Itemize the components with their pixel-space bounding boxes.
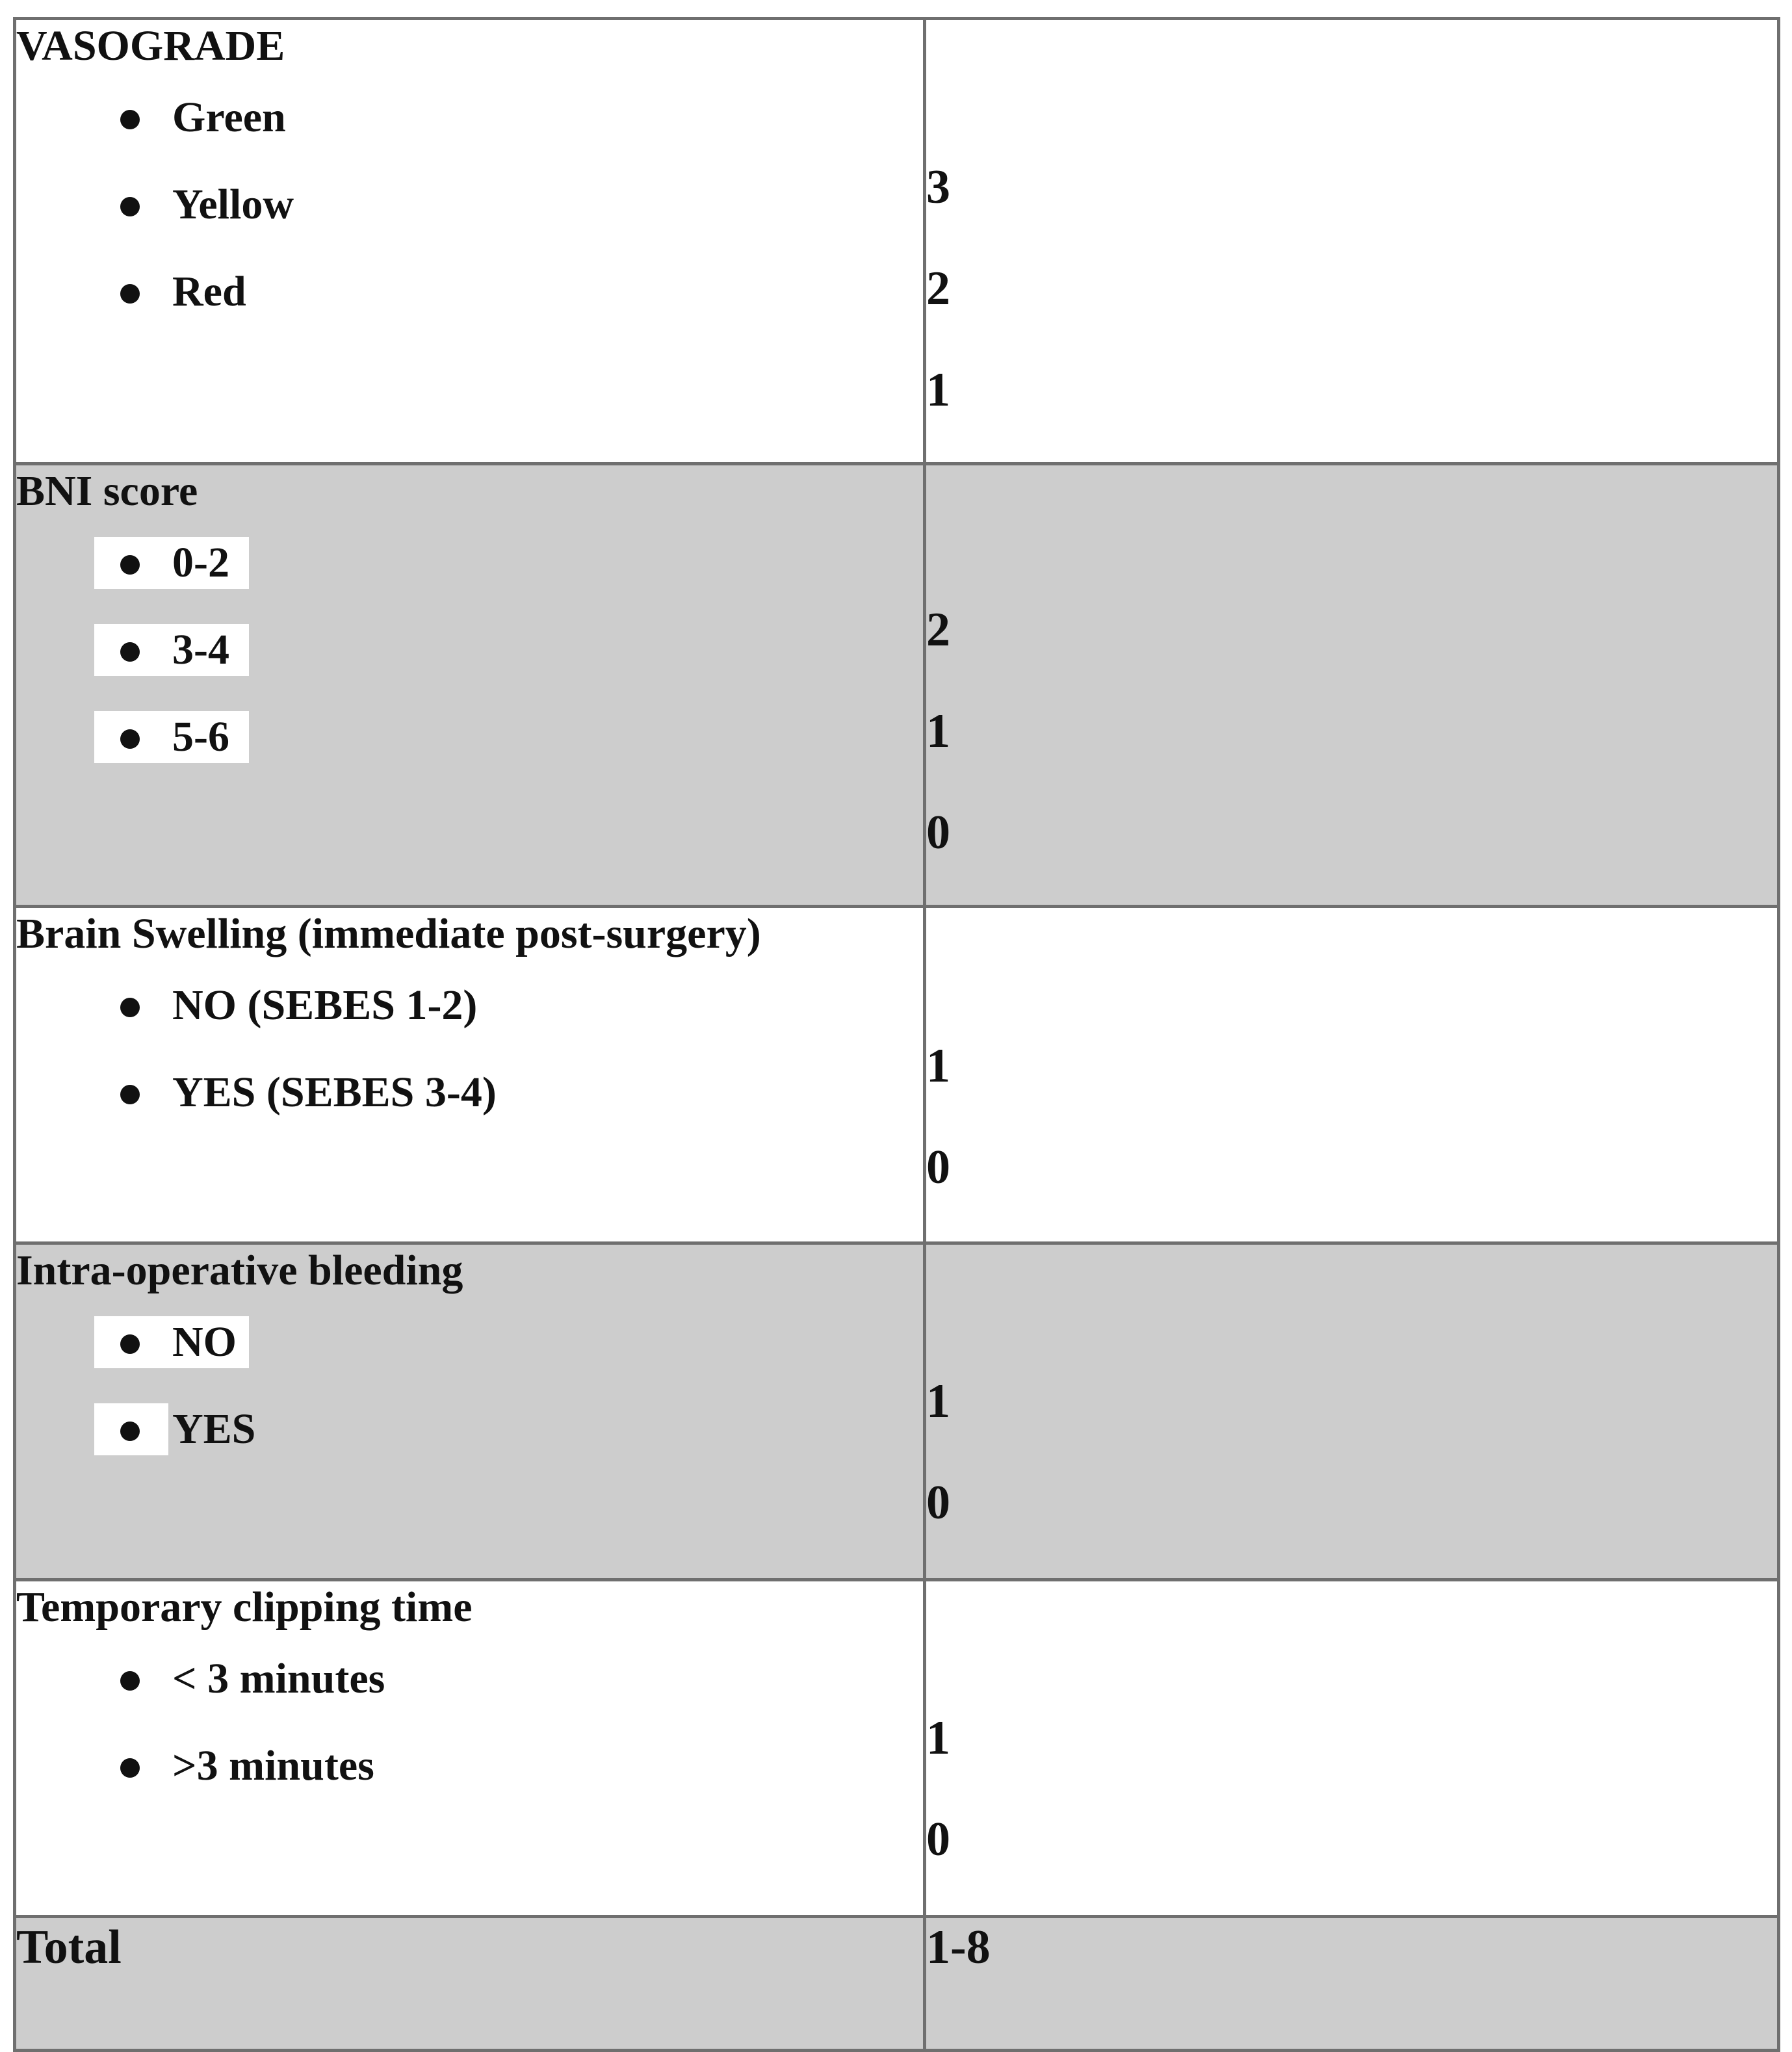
table-row-brain-swelling [15, 907, 1779, 1243]
option-label: NO [172, 1318, 237, 1366]
bullet-icon [120, 642, 140, 662]
list-item [16, 537, 923, 589]
score-value: 0 [926, 1141, 950, 1194]
score-value: 2 [926, 603, 950, 656]
score-value: 1 [926, 705, 950, 758]
bullet-icon [120, 1422, 140, 1441]
criterion-cell [15, 1580, 925, 1917]
option-list [16, 537, 923, 763]
option-label: 5-6 [172, 713, 229, 760]
option-label: < 3 minutes [172, 1655, 385, 1702]
total-label: Total [15, 1917, 925, 2051]
list-item [16, 624, 923, 676]
criterion-title: Brain Swelling (immediate post-surgery) [16, 910, 761, 957]
total-value: 1-8 [925, 1917, 1779, 2051]
list-item [16, 266, 923, 318]
option-label: 3-4 [172, 626, 229, 673]
list-item [16, 1403, 923, 1455]
list-item [16, 1653, 923, 1705]
score-value: 2 [926, 262, 950, 315]
list-item [16, 711, 923, 763]
score-value: 0 [926, 806, 950, 859]
option-label: 0-2 [172, 539, 229, 586]
list-item [16, 92, 923, 144]
table-row-intraoperative-bleeding [15, 1243, 1779, 1580]
score-value: 1 [926, 363, 950, 417]
criterion-title: Intra-operative bleeding [16, 1247, 463, 1294]
score-list [926, 1581, 1777, 1869]
bullet-icon [120, 284, 140, 304]
option-label: NO (SEBES 1-2) [172, 981, 478, 1029]
score-cell [925, 1580, 1779, 1917]
option-label: Green [172, 94, 286, 141]
score-cell [925, 19, 1779, 464]
option-list [16, 980, 923, 1119]
score-list [926, 908, 1777, 1197]
criterion-cell [15, 907, 925, 1243]
score-value: 1 [926, 1711, 950, 1765]
bullet-icon [120, 197, 140, 216]
score-cell [925, 907, 1779, 1243]
score-list [926, 20, 1777, 419]
bullet-icon [120, 110, 140, 129]
bullet-icon [120, 1758, 140, 1778]
option-list [16, 1316, 923, 1455]
option-list [16, 92, 923, 318]
table-row-temporary-clipping-time [15, 1580, 1779, 1917]
criterion-cell [15, 19, 925, 464]
option-list [16, 1653, 923, 1792]
score-value: 0 [926, 1813, 950, 1866]
scoring-table [13, 17, 1780, 2052]
bullet-icon [120, 998, 140, 1017]
criterion-title: VASOGRADE [16, 22, 285, 70]
option-label: YES (SEBES 3-4) [172, 1069, 497, 1116]
score-cell [925, 464, 1779, 907]
score-value: 0 [926, 1476, 950, 1529]
list-item [16, 980, 923, 1032]
option-label: Red [172, 268, 246, 315]
bullet-icon [120, 729, 140, 749]
criterion-title: BNI score [16, 467, 198, 515]
score-value: 1 [926, 1039, 950, 1093]
list-item [16, 1740, 923, 1792]
bullet-icon [120, 1671, 140, 1691]
score-cell [925, 1243, 1779, 1580]
table-row-vasograde [15, 19, 1779, 464]
criterion-cell [15, 1243, 925, 1580]
list-item [16, 1316, 923, 1368]
option-label: Yellow [172, 181, 294, 228]
score-list [926, 1245, 1777, 1532]
option-label: YES [172, 1405, 256, 1453]
option-label: >3 minutes [172, 1742, 374, 1789]
criterion-title: Temporary clipping time [16, 1583, 473, 1631]
table-row-bni-score [15, 464, 1779, 907]
score-value: 1 [926, 1375, 950, 1428]
list-item [16, 1067, 923, 1119]
score-value: 3 [926, 161, 950, 214]
bullet-icon [120, 1085, 140, 1104]
bullet-icon [120, 555, 140, 575]
criterion-cell [15, 464, 925, 907]
score-list [926, 465, 1777, 862]
bullet-icon [120, 1334, 140, 1354]
list-item [16, 179, 923, 231]
table-row-total [15, 1917, 1779, 2051]
